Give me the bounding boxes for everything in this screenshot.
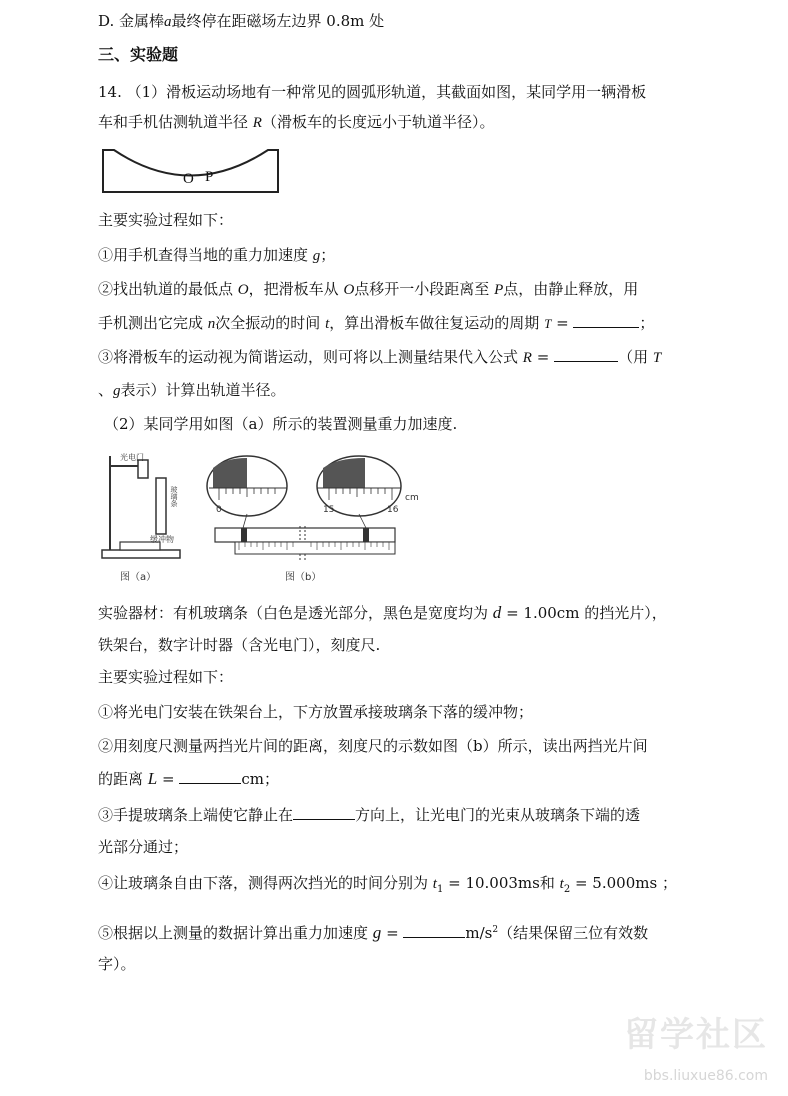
procedure-heading-2: 主要实验过程如下：	[98, 668, 234, 686]
answer-blank-R[interactable]	[554, 347, 618, 362]
answer-blank-direction[interactable]	[293, 805, 355, 820]
materials-line2: 铁架台，数字计时器（含光电门），刻度尺.	[98, 636, 381, 654]
var-d: d	[492, 603, 502, 622]
task-5-line1	[98, 920, 648, 943]
watermark-url: bbs.liuxue86.com	[643, 1068, 768, 1084]
part-2-intro: （2）某同学用如图（a）所示的装置测量重力加速度.	[104, 415, 458, 433]
step-1-end: ；	[320, 246, 336, 264]
task-2-text: 的距离	[98, 770, 144, 788]
answer-blank-g[interactable]	[403, 923, 465, 938]
sub-1: 1	[436, 884, 444, 895]
watermark-brand: 留学社区	[624, 1015, 768, 1055]
var-t: t	[325, 316, 330, 332]
step-3-text-e: 表示）计算出轨道半径。	[120, 381, 286, 399]
task-3-line2: 光部分通过；	[98, 838, 189, 856]
option-d-text: D. 金属棒	[98, 12, 165, 30]
var-T: T	[544, 316, 552, 331]
figure-a	[98, 450, 194, 586]
step-2-text: ②找出轨道的最低点	[98, 280, 234, 298]
figure-b	[205, 452, 445, 587]
tick-label-0: 0	[216, 505, 222, 515]
task-3-text-b: 方向上，让光电门的光束从玻璃条下端的透	[355, 806, 641, 824]
glass-strip	[156, 478, 166, 534]
step-1	[98, 245, 335, 266]
var-T-2: T	[652, 350, 662, 366]
unit-cm: cm	[405, 493, 419, 503]
task-5-text: ⑤根据以上测量的数据计算出重力加速度	[98, 924, 369, 942]
step-3-line2	[98, 380, 286, 401]
step-3-line1	[98, 347, 661, 368]
q14-text-2: （滑板车的长度远小于轨道半径）。	[261, 113, 495, 131]
task-2-line2	[98, 769, 279, 789]
tick-label-16: 16	[387, 505, 399, 515]
step-3-text-c: （用	[618, 348, 649, 366]
var-R-2: R	[522, 350, 532, 366]
var-P: P	[494, 282, 504, 298]
caption-b: 图（b）	[285, 572, 322, 583]
materials-text-e: 的挡光片），	[584, 604, 667, 622]
var-a: a	[164, 14, 172, 30]
var-R: R	[252, 115, 262, 131]
var-t1: t	[432, 876, 437, 892]
caption-a: 图（a）	[120, 572, 157, 583]
var-n: n	[207, 316, 216, 332]
task-4-text: ④让玻璃条自由下落，测得两次挡光的时间分别为	[98, 874, 429, 892]
procedure-heading-1: 主要实验过程如下：	[98, 211, 234, 229]
value-t1: = 10.003ms	[443, 874, 540, 892]
value-t2: = 5.000ms	[570, 874, 658, 892]
q14-text: 车和手机估测轨道半径	[98, 113, 249, 131]
track-figure	[100, 146, 282, 196]
var-g-3: g	[372, 923, 382, 942]
tick-label-15: 15	[323, 505, 335, 515]
step-3-sep: 、	[98, 381, 114, 399]
var-O: O	[237, 282, 249, 298]
step-2-text-g: ，算出滑板车做往复运动的周期	[329, 314, 540, 332]
step-2-line2	[98, 313, 654, 334]
label-buffer: 缓冲物	[150, 535, 174, 544]
question-14-line1: 14. （1）滑板运动场地有一种常见的圆弧形轨道，其截面如图，某同学用一辆滑板	[98, 83, 647, 101]
equals-4: =	[381, 924, 404, 942]
step-1-text: ①用手机查得当地的重力加速度	[98, 246, 309, 264]
task-5-line2: 字）。	[98, 955, 136, 973]
var-L: L	[147, 769, 158, 788]
step-2-text-b: ，把滑板车从	[248, 280, 339, 298]
task-4	[98, 873, 677, 900]
step-2-text-e: 手机测出它完成	[98, 314, 204, 332]
step-2-text-f: 次全振动的时间	[215, 314, 321, 332]
answer-blank-T[interactable]	[573, 313, 639, 328]
task-3-text: ③手提玻璃条上端使它静止在	[98, 806, 294, 824]
var-g-2: g	[113, 383, 121, 399]
section-title: 三、实验题	[98, 45, 179, 64]
equals-3: =	[157, 770, 180, 788]
step-2-text-c: 点移开一小段距离至	[354, 280, 490, 298]
label-strip: 玻璃条	[170, 486, 178, 507]
unit-L: cm；	[241, 770, 279, 788]
track-label-O: O	[183, 171, 194, 187]
option-d	[98, 11, 384, 32]
answer-blank-L[interactable]	[179, 769, 241, 784]
step-2-line1	[98, 279, 638, 300]
unit-g: m/s	[465, 924, 493, 942]
task-5-text-c: （结果保留三位有效数	[498, 924, 649, 942]
question-14-line2	[98, 112, 494, 133]
equals: =	[551, 314, 574, 332]
value-d: = 1.00cm	[501, 604, 580, 622]
task-1: ①将光电门安装在铁架台上，下方放置承接玻璃条下落的缓冲物；	[98, 703, 534, 721]
var-g: g	[312, 248, 321, 264]
var-t2: t	[559, 876, 564, 892]
photogate	[138, 460, 148, 478]
task-4-and: 和	[539, 874, 555, 892]
step-3-text: ③将滑板车的运动视为简谐运动，则可将以上测量结果代入公式	[98, 348, 519, 366]
task-3-line1	[98, 805, 640, 825]
option-d-text-2: 最终停在距磁场左边界 0.8m 处	[171, 12, 385, 30]
step-2-text-d: 点，由静止释放，用	[503, 280, 639, 298]
sub-2: 2	[563, 884, 571, 895]
label-gate: 光电门	[120, 453, 144, 462]
track-label-P: P	[205, 169, 214, 185]
task-4-end: ；	[661, 874, 677, 892]
materials-text: 实验器材：有机玻璃条（白色是透光部分，黑色是宽度均为	[98, 604, 489, 622]
unit-g-exp: 2	[492, 925, 499, 935]
equals-2: =	[531, 348, 555, 366]
task-2-line1: ②用刻度尺测量两挡光片间的距离，刻度尺的示数如图（b）所示，读出两挡光片间	[98, 737, 648, 755]
materials-line1	[98, 603, 667, 623]
var-O-2: O	[343, 282, 355, 298]
step-2-end: ；	[639, 314, 655, 332]
